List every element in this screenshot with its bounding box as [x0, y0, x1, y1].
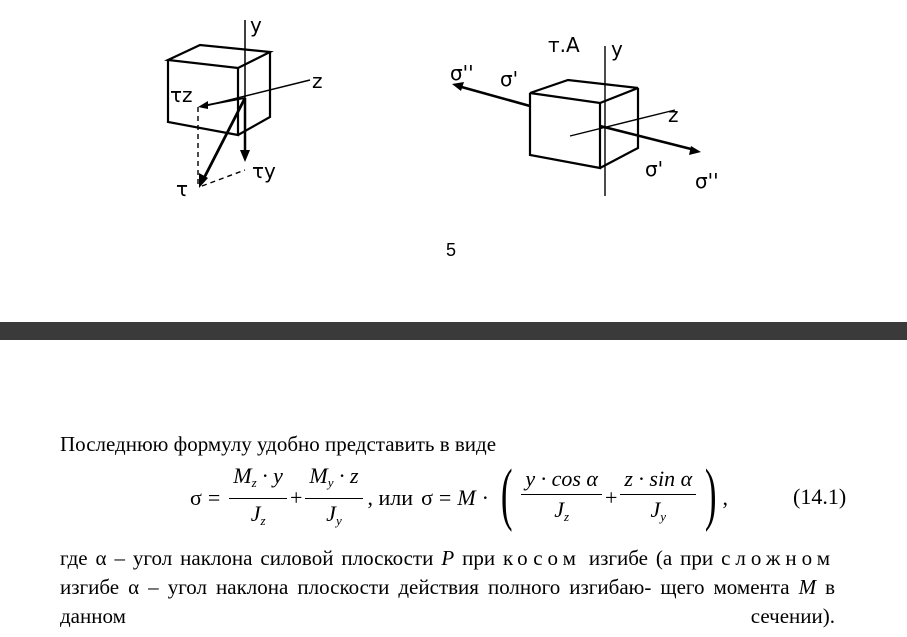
plus-sign: +: [289, 485, 303, 510]
emphasis-slozhnom: сложном: [721, 546, 836, 570]
right-paren: ): [705, 456, 717, 533]
fraction-cos: $\frac{\text{y · cos α}}{J_z}$: [521, 466, 602, 530]
page-number: 5: [445, 240, 456, 260]
tau-z-label: τz: [170, 83, 193, 107]
dot-operator: ·: [481, 485, 489, 510]
fraction-my: $\frac{M_y \cdot z}{J_y}$: [305, 463, 362, 534]
y-axis-label: y: [250, 13, 262, 37]
left-paren: (: [500, 456, 513, 533]
tau-label: τ: [176, 177, 189, 200]
tau-y-label: τy: [252, 159, 276, 183]
sigma-symbol-2: σ: [421, 485, 433, 510]
intro-paragraph: Последнюю формулу удобно представить в виде: [60, 432, 497, 456]
moment-M: M: [457, 485, 476, 510]
plus-sign-2: +: [604, 485, 618, 510]
sigma-double-prime-right-label: σ'': [695, 169, 719, 193]
equals-sign: =: [207, 485, 221, 510]
equation-number: (14.1): [793, 484, 847, 509]
equals-sign-2: =: [438, 485, 452, 510]
formula-14-1: [190, 456, 750, 534]
shear-stress-cube-figure: [150, 10, 350, 200]
sigma-prime-right-label: σ': [645, 157, 664, 181]
sigma-double-prime-left-label: σ'': [450, 61, 474, 85]
body-paragraph: где α – угол наклона силовой плоскости P при косом изгибе (а при сложном изгибе α – угол наклона плоскости действия полного изгибаю- щего момента M в данном сечении).: [60, 546, 836, 628]
fraction-sin: $\frac{\text{z · sin α}}{J_y}$: [620, 466, 696, 530]
or-text: , или: [367, 485, 414, 510]
z-axis-label: z: [668, 103, 679, 127]
trailing-comma: ,: [722, 485, 728, 510]
z-axis-label: z: [312, 69, 323, 93]
point-A-label: т.А: [548, 33, 580, 57]
emphasis-kosom: косом: [503, 546, 581, 570]
sigma-symbol: σ: [190, 485, 202, 510]
fraction-mz: $\frac{M_z \cdot y}{J_z}$: [229, 463, 287, 534]
normal-stress-cube-figure: [440, 28, 760, 198]
y-axis-label: y: [611, 37, 623, 61]
page-separator: [0, 322, 907, 340]
sigma-prime-left-label: σ': [500, 67, 519, 91]
